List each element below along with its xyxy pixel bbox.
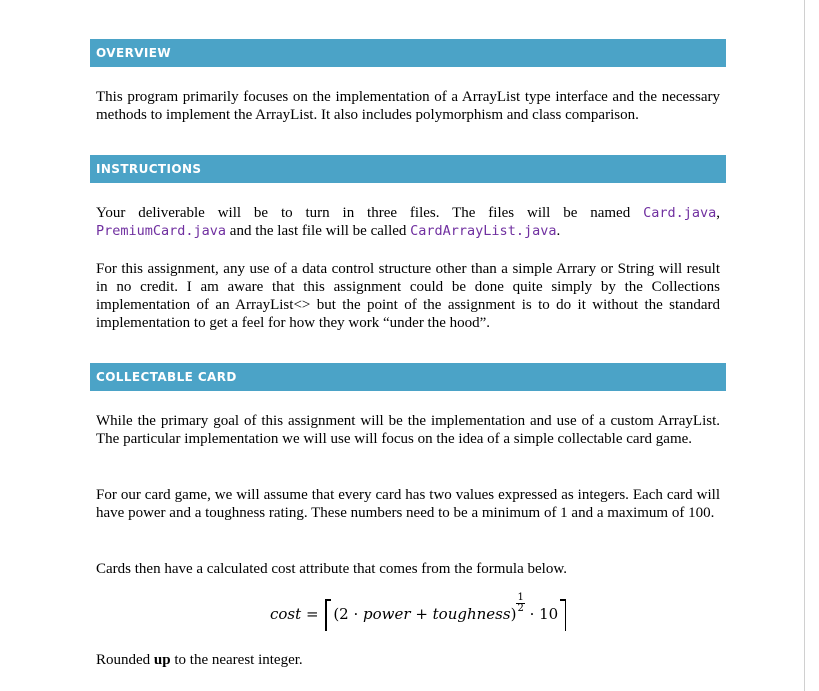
card-values-paragraph: For our card game, we will assume that every card has two values expressed as integers. Each card will have power and a toughness rating. These numbers need to be a minimum of 1 and a maximum of 100. [96, 487, 720, 521]
card-game-intro-paragraph: While the primary goal of this assignment will be the implementation and use of a custom ArrayList. The particular implementation we will use will focus on the idea of a simple collectable card game. [96, 413, 720, 447]
rounding-bold-up: up [153, 652, 171, 668]
formula-equals: = [305, 605, 319, 623]
formula-times: · 10 [524, 605, 559, 623]
ceiling-right-bracket [560, 599, 566, 631]
formula-exponent [516, 593, 524, 614]
cost-formula [270, 593, 568, 634]
deliverable-prefix: Your deliverable will be to turn in three files. The files will be named [96, 205, 644, 221]
data-structure-paragraph: For this assignment, any use of a data control structure other than a simple Arrary or String will result in no credit. I am aware that this assignment could be done quite simply by the Collections implementation of an ArrayList<> but the point of the assignment is to do it without the standard implementation to get a feel for how they work “under the hood”. [96, 261, 720, 331]
deliverable-sep: , [716, 205, 720, 221]
formula-open: (2 · [333, 605, 364, 623]
formula-toughness: toughness [432, 605, 511, 623]
deliverable-paragraph [96, 204, 720, 240]
rounding-suffix: to the nearest integer. [170, 652, 303, 668]
deliverable-mid: and the last file will be called [226, 223, 411, 239]
overview-heading: OVERVIEW [90, 39, 726, 67]
ceiling-left-bracket [325, 599, 331, 631]
cost-intro-paragraph: Cards then have a calculated cost attribute that comes from the formula below. [96, 561, 567, 577]
instructions-heading: INSTRUCTIONS [90, 155, 726, 183]
formula-close: ) [510, 605, 517, 623]
exponent-numerator: 1 [517, 592, 524, 603]
page-edge-divider [804, 0, 805, 691]
formula-power: power [363, 605, 411, 623]
premiumcard-java-filename: PremiumCard.java [96, 223, 227, 239]
card-java-filename: Card.java [643, 205, 717, 221]
cardarraylist-java-filename: CardArrayList.java [410, 223, 557, 239]
deliverable-suffix: . [556, 223, 561, 239]
rounding-note [96, 651, 720, 669]
collectable-card-heading: COLLECTABLE CARD [90, 363, 726, 391]
exponent-denominator: 2 [517, 603, 524, 614]
formula-lhs: cost [270, 605, 302, 623]
overview-paragraph: This program primarily focuses on the implementation of a ArrayList type interface and the necessary methods to implement the ArrayList. It also includes polymorphism and class comparison. [96, 89, 720, 123]
formula-plus: + [410, 605, 433, 623]
rounding-prefix: Rounded [96, 652, 154, 668]
